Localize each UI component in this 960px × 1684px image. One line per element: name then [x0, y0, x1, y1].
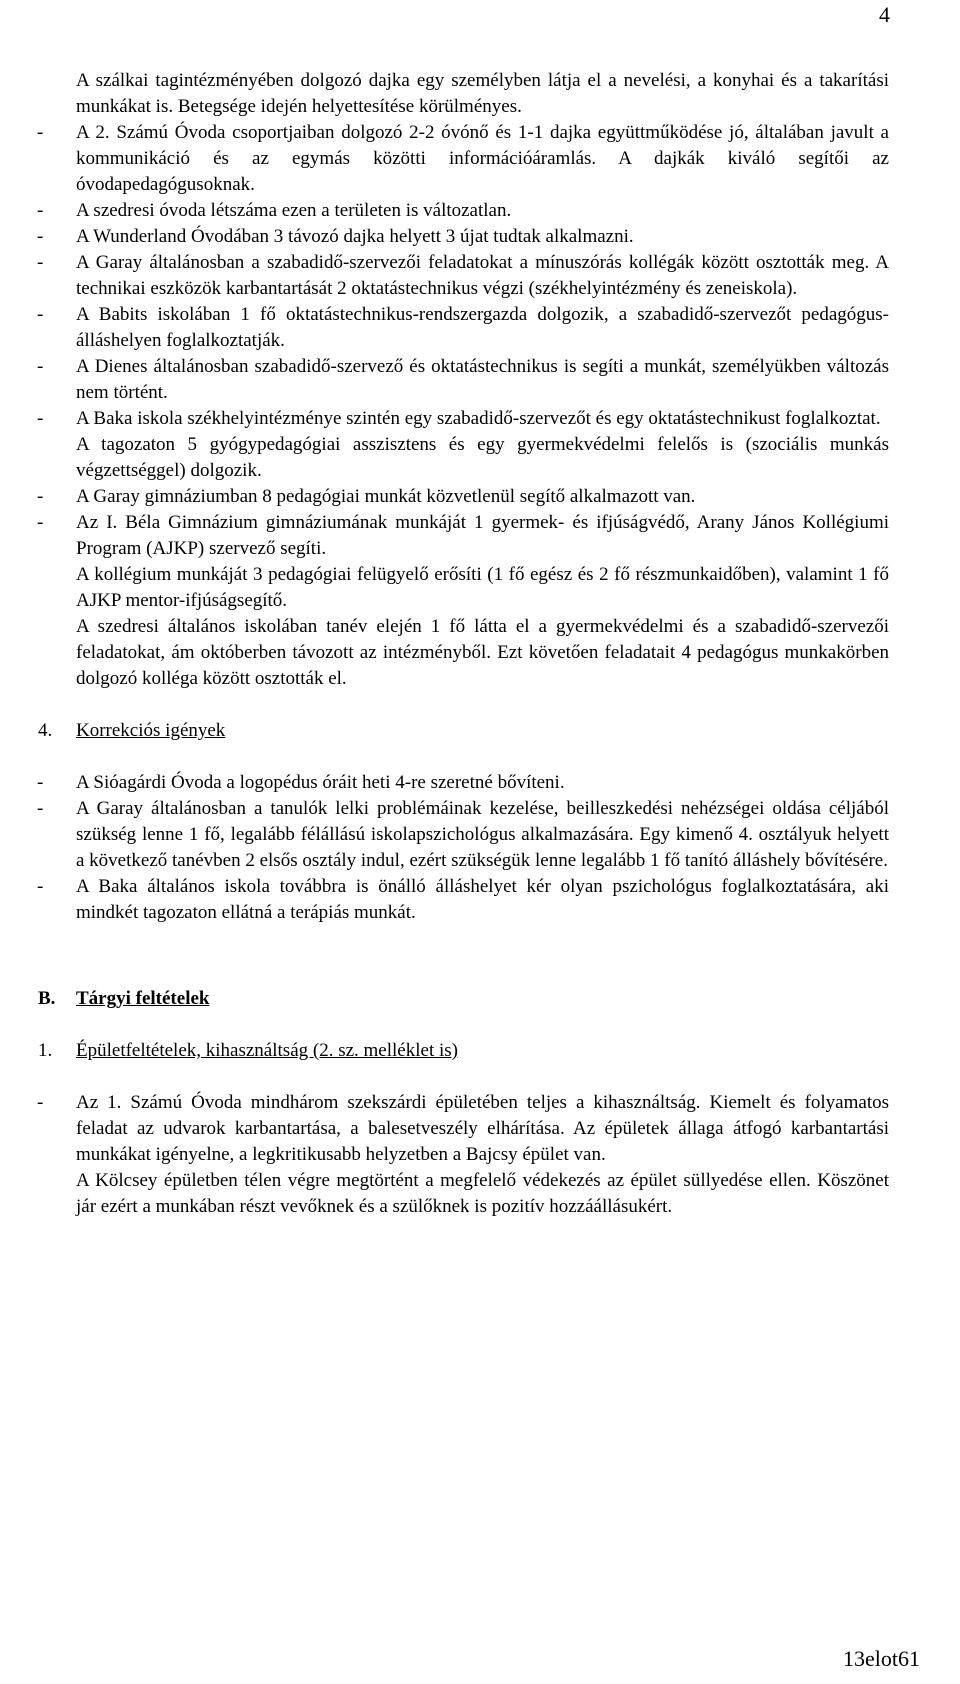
list-dash: -: [37, 1092, 44, 1113]
paragraph: [38, 302, 889, 354]
list-dash: -: [37, 122, 44, 143]
paragraph: [38, 1168, 889, 1220]
building-paragraphs: [38, 1090, 889, 1220]
paragraph-text: A kollégium munkáját 3 pedagógiai felügyelő erősíti (1 fő egész és 2 fő részmunkaidőben), valamint 1 fő AJKP mentor-ifjúságsegítő.: [76, 564, 889, 611]
paragraph: [38, 406, 889, 432]
paragraph: [38, 874, 889, 926]
list-dash: -: [37, 226, 44, 247]
paragraph-text: A szedresi általános iskolában tanév elején 1 fő látta el a gyermekvédelmi és a szabadidő-szervezői feladatokat, ám októberben távozott az intézményből. Ezt követően feladatait 4 pedagógus munkakörben dolgozó kolléga között osztották el.: [76, 616, 889, 689]
paragraph: [38, 614, 889, 692]
list-dash: -: [37, 304, 44, 325]
paragraph-text: A Babits iskolában 1 fő oktatástechnikus-rendszergazda dolgozik, a szabadidő-szervezőt pedagógus-álláshelyen foglalkoztatják.: [76, 304, 889, 351]
paragraph: [38, 770, 889, 796]
paragraph: [38, 484, 889, 510]
paragraph-text: A szedresi óvoda létszáma ezen a területen is változatlan.: [76, 200, 512, 221]
document-body: [38, 68, 889, 1220]
section-title: Épületfeltételek, kihasználtság (2. sz. melléklet is): [76, 1040, 458, 1061]
paragraph-text: A Sióagárdi Óvoda a logopédus óráit heti 4-re szeretné bővíteni.: [76, 772, 565, 793]
list-dash: -: [37, 486, 44, 507]
list-dash: -: [37, 772, 44, 793]
section-number: 4.: [38, 720, 53, 741]
paragraph-text: Az I. Béla Gimnázium gimnáziumának munkáját 1 gyermek- és ifjúságvédő, Arany János Kollégiumi Program (AJKP) szervező segíti.: [76, 512, 889, 559]
section-title: Tárgyi feltételek: [76, 988, 210, 1009]
paragraph-text: A 2. Számú Óvoda csoportjaiban dolgozó 2-2 óvónő és 1-1 dajka együttműködése jó, általában javult a kommunikáció és az egymás közötti információáramlás. A dajkák kiváló segítői az óvodapedagógusoknak.: [76, 122, 889, 195]
footer-code: 13elot61: [843, 1646, 920, 1671]
section-heading-korrekcios: [38, 718, 889, 744]
paragraph-text: A Wunderland Óvodában 3 távozó dajka helyett 3 újat tudtak alkalmazni.: [76, 226, 634, 247]
list-dash: -: [37, 512, 44, 533]
staff-paragraphs: [38, 68, 889, 692]
paragraph: [38, 510, 889, 562]
list-dash: -: [37, 356, 44, 377]
list-dash: -: [37, 876, 44, 897]
paragraph-text: A szálkai tagintézményében dolgozó dajka egy személyben látja el a nevelési, a konyhai és a takarítási munkákat is. Betegsége idején helyettesítése körülményes.: [76, 70, 889, 117]
paragraph: [38, 796, 889, 874]
paragraph: [38, 224, 889, 250]
section-title: Korrekciós igények: [76, 720, 226, 741]
paragraph: [38, 68, 889, 120]
paragraph-text: A Kölcsey épületben télen végre megtörtént a megfelelő védekezés az épület süllyedése ellen. Köszönet jár ezért a munkában részt vevőknek és a szülőknek is pozitív hozzáállásukért.: [76, 1170, 889, 1217]
paragraph-text: A tagozaton 5 gyógypedagógiai asszisztens és egy gyermekvédelmi felelős is (szociális munkás végzettséggel) dolgozik.: [76, 434, 889, 481]
list-dash: -: [37, 252, 44, 273]
list-dash: -: [37, 200, 44, 221]
section-heading-epulet: [38, 1038, 889, 1064]
paragraph-text: A Garay általánosban a szabadidő-szervezői feladatokat a mínuszórás kollégák között osztották meg. A technikai eszközök karbantartását 2 oktatástechnikus végzi (székhelyintézmény és zeneiskola).: [76, 252, 889, 299]
paragraph: [38, 198, 889, 224]
page-number: 4: [879, 2, 890, 27]
paragraph: [38, 250, 889, 302]
list-dash: -: [37, 798, 44, 819]
section-number: 1.: [38, 1040, 53, 1061]
paragraph: [38, 354, 889, 406]
paragraph-text: A Garay általánosban a tanulók lelki problémáinak kezelése, beilleszkedési nehézségei oldása céljából szükség lenne 1 fő, legalább félállású iskolapszichológus alkalmazására. Egy kimenő 4. osztályuk helyett a következő tanévben 2 elsős osztály indul, ezért szükségük lenne legalább 1 fő tanító álláshely bővítésére.: [76, 798, 889, 871]
section-number: B.: [38, 988, 56, 1009]
paragraph-text: Az 1. Számú Óvoda mindhárom szekszárdi épületében teljes a kihasználtság. Kiemelt és folyamatos feladat az udvarok karbantartása, a balesetveszély elhárítása. Az épületek állaga átfogó karbantartási munkákat igényelne, a legkritikusabb helyzetben a Bajcsy épület van.: [76, 1092, 889, 1165]
section-heading-targyi: [38, 986, 889, 1012]
paragraph-text: A Dienes általánosban szabadidő-szervező és oktatástechnikus is segíti a munkát, személyükben változás nem történt.: [76, 356, 889, 403]
correction-paragraphs: [38, 770, 889, 926]
paragraph: [38, 432, 889, 484]
paragraph-text: A Baka általános iskola továbbra is önálló álláshelyet kér olyan pszichológus foglalkoztatására, aki mindkét tagozaton ellátná a terápiás munkát.: [76, 876, 889, 923]
paragraph: [38, 120, 889, 198]
paragraph: [38, 562, 889, 614]
paragraph-text: A Garay gimnáziumban 8 pedagógiai munkát közvetlenül segítő alkalmazott van.: [76, 486, 696, 507]
list-dash: -: [37, 408, 44, 429]
paragraph-text: A Baka iskola székhelyintézménye szintén egy szabadidő-szervezőt és egy oktatástechnikust foglalkoztat.: [76, 408, 881, 429]
paragraph: [38, 1090, 889, 1168]
